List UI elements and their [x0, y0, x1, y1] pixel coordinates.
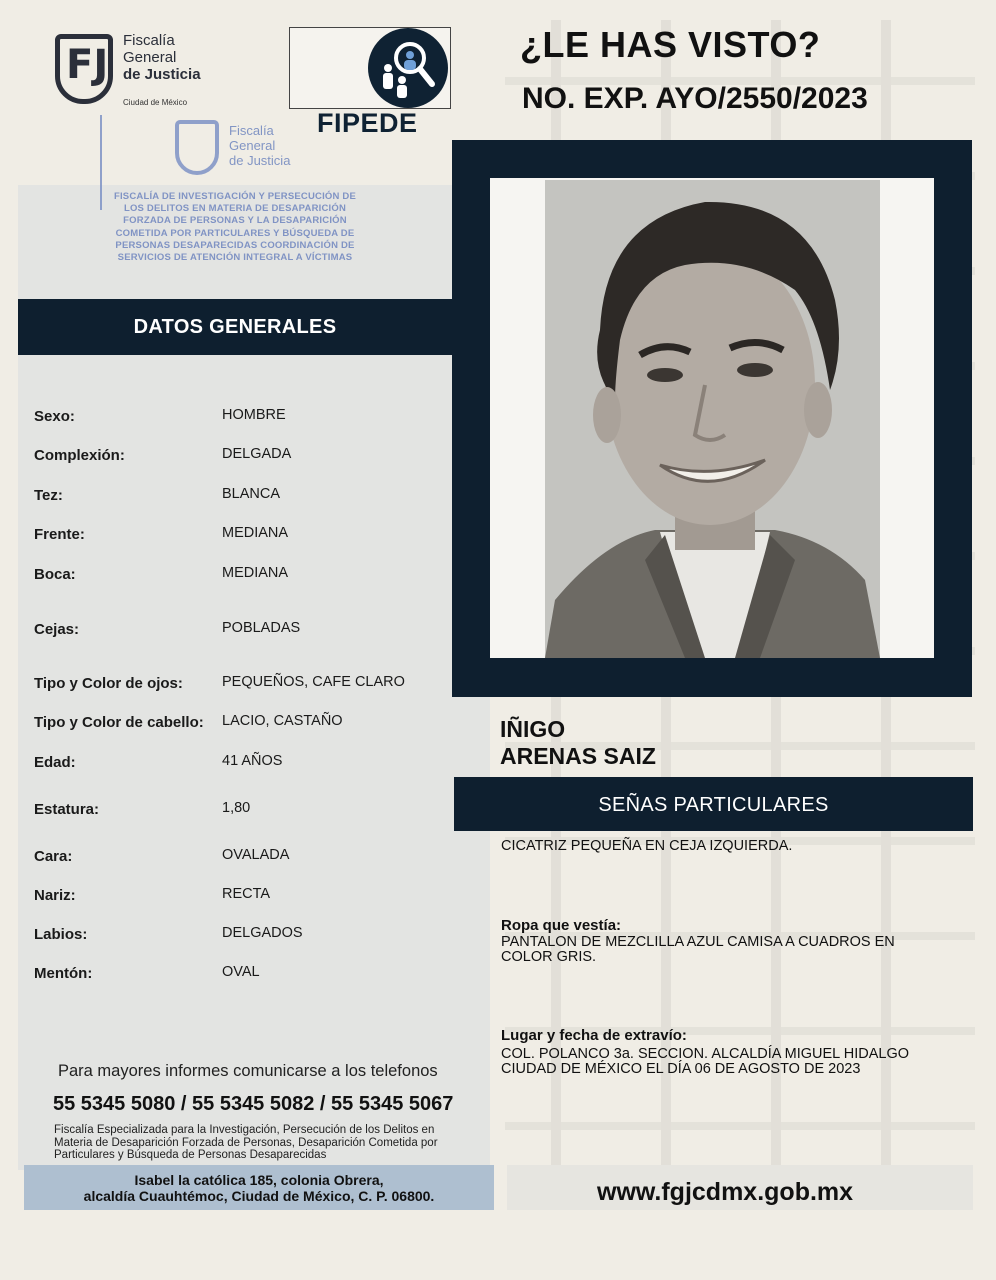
- portrait-illustration: [545, 180, 880, 658]
- field-value-cejas: POBLADAS: [222, 620, 301, 636]
- stamp-title-line1: Fiscalía: [229, 123, 274, 138]
- field-label-frente: Frente:: [34, 526, 85, 543]
- datos-generales-header: [18, 299, 452, 355]
- field-label-sexo: Sexo:: [34, 408, 75, 425]
- senas-title: SEÑAS PARTICULARES: [598, 794, 829, 816]
- fine-print-line1: Fiscalía Especializada para la Investigación, Persecución de los Delitos en: [54, 1124, 435, 1136]
- ropa-line2: COLOR GRIS.: [501, 949, 597, 965]
- field-label-cejas: Cejas:: [34, 621, 80, 638]
- address: [24, 1172, 494, 1204]
- field-value-menton: OVAL: [222, 964, 260, 980]
- ropa-line1: PANTALON DE MEZCLILLA AZUL CAMISA A CUADROS EN: [501, 934, 895, 950]
- field-value-sexo: HOMBRE: [222, 407, 286, 423]
- field-label-cabello: Tipo y Color de cabello:: [34, 714, 204, 731]
- field-value-estatura: 1,80: [222, 800, 251, 816]
- field-label-nariz: Nariz:: [34, 887, 76, 904]
- field-label-ojos: Tipo y Color de ojos:: [34, 675, 183, 692]
- field-value-nariz: RECTA: [222, 886, 271, 902]
- fipede-emblem-box: [289, 27, 451, 109]
- stamp-title: [229, 123, 290, 168]
- website-link[interactable]: www.fgjcdmx.gob.mx: [597, 1178, 854, 1206]
- logo-subtitle: Ciudad de México: [123, 98, 188, 107]
- field-value-cara: OVALADA: [222, 847, 290, 863]
- logo-line3: de Justicia: [123, 66, 201, 83]
- field-label-labios: Labios:: [34, 926, 88, 943]
- website-band: [507, 1165, 973, 1210]
- lugar-label: Lugar y fecha de extravío:: [501, 1027, 687, 1044]
- magnifier-people-icon: [380, 38, 438, 98]
- stamp-title-line3: de Justicia: [229, 153, 291, 168]
- field-value-complexion: DELGADA: [222, 446, 292, 462]
- poster-title: ¿LE HAS VISTO?: [520, 24, 821, 65]
- logo-line1: Fiscalía: [123, 32, 175, 49]
- field-label-menton: Mentón:: [34, 965, 93, 982]
- field-value-edad: 41 AÑOS: [222, 753, 283, 769]
- stamp-line: [100, 115, 102, 210]
- contact-phones: 55 5345 5080 / 55 5345 5082 / 55 5345 5067: [53, 1093, 454, 1115]
- person-first-name: IÑIGO: [500, 716, 566, 742]
- field-value-ojos: PEQUEÑOS, CAFE CLARO: [222, 674, 405, 690]
- field-label-tez: Tez:: [34, 487, 63, 504]
- fgj-emblem-icon: FJ: [55, 34, 113, 104]
- fipede-label: FIPEDE: [317, 108, 418, 138]
- field-label-estatura: Estatura:: [34, 801, 100, 818]
- senas-text: CICATRIZ PEQUEÑA EN CEJA IZQUIERDA.: [501, 838, 793, 854]
- lugar-line1: COL. POLANCO 3a. SECCION. ALCALDÍA MIGUEL HIDALGO: [501, 1046, 910, 1062]
- fine-print-line2: Materia de Desaparición Forzada de Personas, Desaparición Cometida por: [54, 1136, 438, 1149]
- field-value-labios: DELGADOS: [222, 925, 303, 941]
- address-band: [24, 1165, 494, 1210]
- senas-header: [454, 777, 973, 831]
- address-line2: alcaldía Cuauhtémoc, Ciudad de México, C. P. 06800.: [83, 1188, 435, 1204]
- field-value-frente: MEDIANA: [222, 525, 289, 541]
- address-line1: Isabel la católica 185, colonia Obrera,: [134, 1172, 384, 1188]
- contact-text: Para mayores informes comunicarse a los telefonos: [58, 1062, 438, 1080]
- logo-line2: General: [123, 49, 177, 66]
- datos-generales-title: DATOS GENERALES: [133, 316, 337, 338]
- field-label-cara: Cara:: [34, 848, 73, 865]
- fine-print-line3: Particulares y Búsqueda de Personas Desaparecidas: [54, 1149, 327, 1161]
- person-photo: [545, 180, 880, 658]
- fgj-logo: [55, 30, 225, 108]
- field-label-complexion: Complexión:: [34, 447, 125, 464]
- official-stamp: [95, 115, 385, 300]
- field-value-boca: MEDIANA: [222, 565, 289, 581]
- field-label-edad: Edad:: [34, 754, 76, 771]
- field-value-tez: BLANCA: [222, 486, 281, 502]
- logo-text: [123, 32, 201, 83]
- fine-print: [54, 1124, 494, 1162]
- lugar-line2: CIUDAD DE MÉXICO EL DÍA 06 DE AGOSTO DE 2023: [501, 1061, 861, 1077]
- case-number: NO. EXP. AYO/2550/2023: [522, 82, 868, 115]
- stamp-emblem-icon: [175, 120, 219, 175]
- person-name: [500, 716, 656, 770]
- field-label-boca: Boca:: [34, 566, 76, 583]
- stamp-title-line2: General: [229, 138, 276, 153]
- fipede-circle: [368, 28, 448, 108]
- stamp-body: FISCALÍA DE INVESTIGACIÓN Y PERSECUCIÓN DE LOS DELITOS EN MATERIA DE DESAPARICIÓN FORZADA DE PERSONAS Y LA DESAPARICIÓN COMETIDA POR PARTICULARES Y BÚSQUEDA DE PERSONAS DESAPARECIDAS COORDINACIÓN DE SERVICIOS DE ATENCIÓN INTEGRAL A VÍCTIMAS: [113, 191, 357, 264]
- field-value-cabello: LACIO, CASTAÑO: [222, 713, 343, 729]
- ropa-label: Ropa que vestía:: [501, 917, 622, 934]
- person-last-name: ARENAS SAIZ: [500, 743, 656, 769]
